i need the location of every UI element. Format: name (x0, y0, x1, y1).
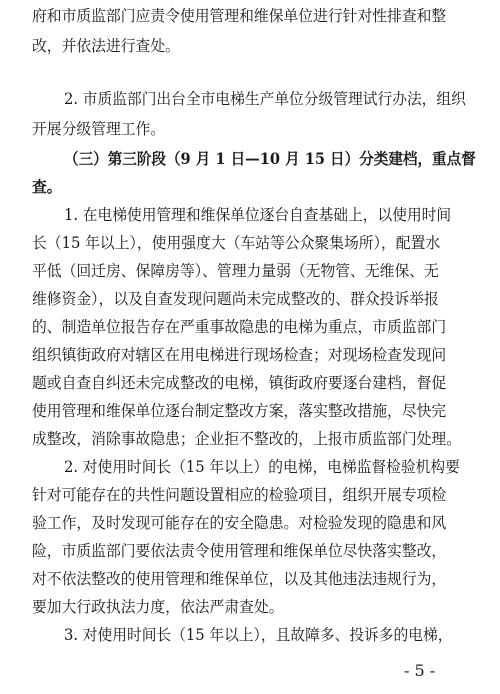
section-heading-line: （三）第三阶段（9 月 1 日—10 月 15 日）分类建档，重点督 (64, 149, 476, 168)
text-line: 组织镇街政府对辖区在用电梯进行现场检查；对现场检查发现问 (32, 346, 447, 364)
text-line: 针对可能存在的共性问题设置相应的检验项目，组织开展专项检 (32, 486, 447, 504)
text-line: 1. 在电梯使用管理和维保单位逐台自查基础上，以使用时间 (64, 206, 452, 224)
text-line: 改，并依法进行查处。 (32, 37, 180, 55)
text-line: 府和市质监部门应责令使用管理和维保单位进行针对性排查和整 (32, 7, 447, 25)
text-line: 2. 市质监部门出台全市电梯生产单位分级管理试行办法，组织 (64, 90, 466, 108)
text-line: 的、制造单位报告存在严重事故隐患的电梯为重点，市质监部门 (32, 318, 447, 336)
text-line: 使用管理和维保单位逐台制定整改方案，落实整改措施，尽快完 (32, 402, 447, 420)
text-line: 险，市质监部门要依法责令使用管理和维保单位尽快落实整改， (32, 542, 447, 560)
text-line: 要加大行政执法力度，依法严肃查处。 (32, 598, 284, 616)
text-line: 成整改，消除事故隐患；企业拒不整改的，上报市质监部门处理。 (32, 430, 462, 448)
text-line: 3. 对使用时间长（15 年以上），且故障多、投诉多的电梯， (64, 626, 453, 644)
section-heading-line: 查。 (32, 177, 62, 196)
text-line: 题或自查自纠还未完成整改的电梯，镇街政府要逐台建档，督促 (32, 374, 447, 392)
text-line: 2. 对使用时间长（15 年以上）的电梯，电梯监督检验机构要 (64, 458, 460, 476)
page-number: - 5 - (404, 661, 436, 680)
text-line: 验工作，及时发现可能存在的安全隐患。对检验发现的隐患和风 (32, 514, 447, 532)
text-line: 平低（回迁房、保障房等）、管理力量弱（无物管、无维保、无 (32, 262, 439, 280)
text-line: 长（15 年以上），使用强度大（车站等公众聚集场所），配置水 (32, 234, 441, 252)
text-line: 维修资金），以及自查发现问题尚未完成整改的、群众投诉举报 (32, 290, 439, 308)
text-line: 开展分级管理工作。 (32, 120, 166, 138)
text-line: 对不依法整改的使用管理和维保单位，以及其他违法违规行为， (32, 570, 447, 588)
